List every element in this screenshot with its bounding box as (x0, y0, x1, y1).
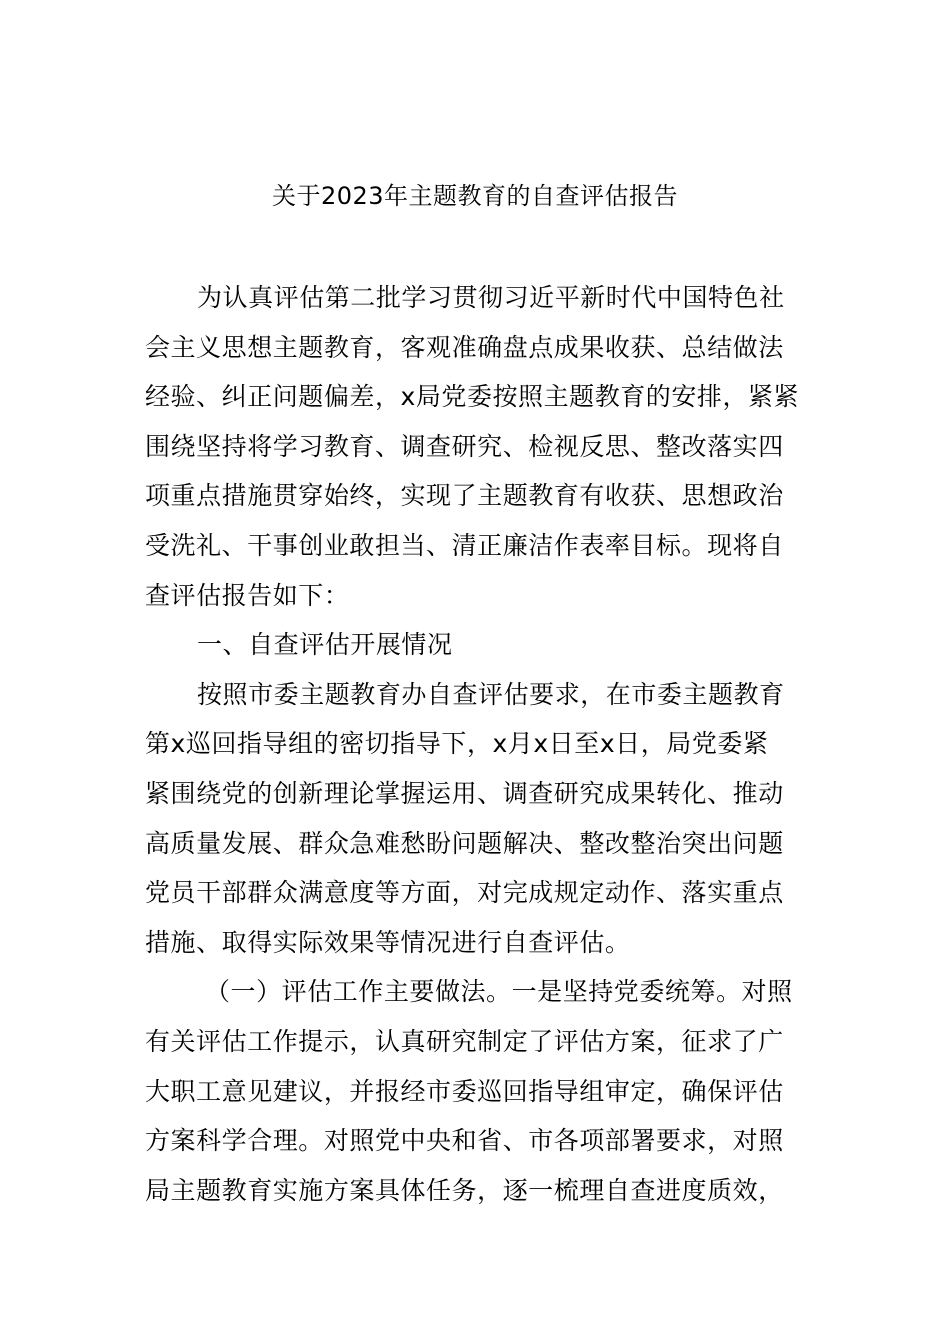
paragraph-line: 受洗礼、干事创业敢担当、清正廉洁作表率目标。现将自 (145, 530, 784, 560)
document-title: 关于2023年主题教育的自查评估报告 (271, 182, 679, 210)
paragraph-line: 大职工意见建议，并报经市委巡回指导组审定，确保评估 (145, 1076, 784, 1106)
paragraph-line: 党员干部群众满意度等方面，对完成规定动作、落实重点 (145, 878, 784, 908)
subsection-paragraph-line: （一）评估工作主要做法。一是坚持党委统筹。对照 (205, 977, 793, 1007)
paragraph-line: 围绕坚持将学习教育、调查研究、检视反思、整改落实四 (145, 431, 784, 461)
paragraph-line: 为认真评估第二批学习贯彻习近平新时代中国特色社 (197, 283, 785, 312)
document-body (145, 273, 805, 1215)
paragraph-line: 有关评估工作提示，认真研究制定了评估方案，征求了广 (145, 1026, 784, 1056)
paragraph-line: 紧围绕党的创新理论掌握运用、调查研究成果转化、推动 (145, 778, 784, 808)
paragraph-line: 按照市委主题教育办自查评估要求，在市委主题教育 (197, 679, 785, 709)
paragraph-line: 会主义思想主题教育，客观准确盘点成果收获、总结做法 (145, 332, 784, 362)
paragraph-line: 查评估报告如下： (145, 580, 350, 610)
paragraph-line: 高质量发展、群众急难愁盼问题解决、整改整治突出问题 (145, 828, 784, 858)
paragraph-line: 第x巡回指导组的密切指导下，x月x日至x日，局党委紧 (145, 729, 769, 759)
paragraph-line: 经验、纠正问题偏差，x局党委按照主题教育的安排，紧紧 (145, 382, 800, 412)
section-heading: 一、自查评估开展情况 (197, 630, 453, 660)
paragraph-line: 项重点措施贯穿始终，实现了主题教育有收获、思想政治 (145, 481, 784, 511)
paragraph-line: 措施、取得实际效果等情况进行自查评估。 (145, 927, 631, 957)
paragraph-line: 局主题教育实施方案具体任务，逐一梳理自查进度质效， (145, 1175, 784, 1205)
paragraph-line: 方案科学合理。对照党中央和省、市各项部署要求，对照 (145, 1126, 784, 1156)
